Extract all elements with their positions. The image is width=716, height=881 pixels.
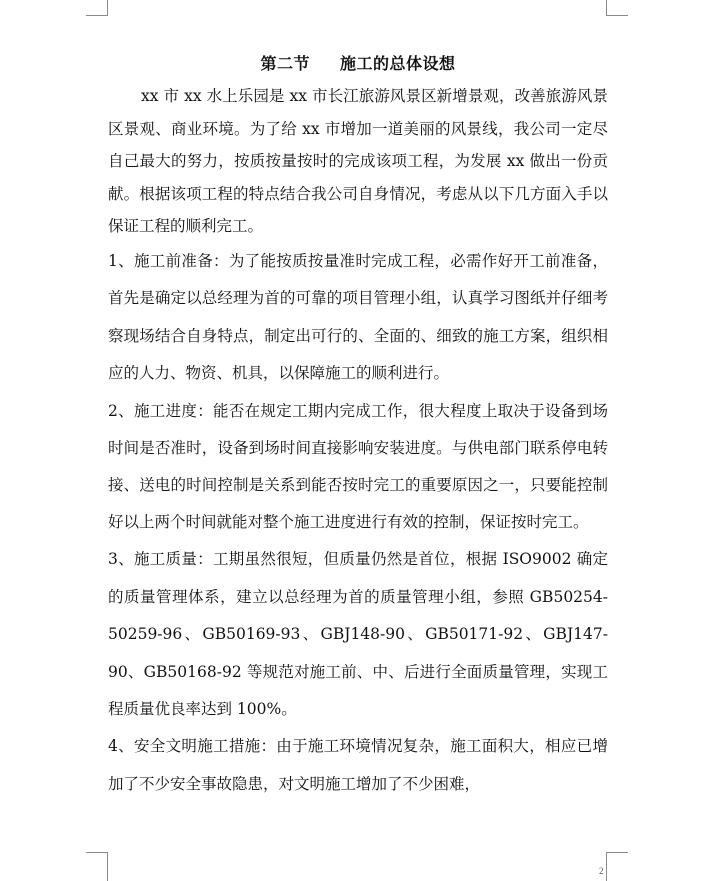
intro-paragraph: xx 市 xx 水上乐园是 xx 市长江旅游风景区新增景观，改善旅游风景区景观、商业环境。为了给 xx 市增加一道美丽的风景线，我公司一定尽自己最大的努力，按质按量按时的完成该项工程，为发展 xx 做出一份贡献。根据该项工程的特点结合我公司自身情况，考虑从以下几方面入手以保证工程的顺利完工。	[108, 87, 608, 235]
page-number: 2	[599, 866, 604, 876]
section-heading	[108, 48, 608, 80]
document-body	[108, 48, 608, 803]
section-label: 第二节	[260, 54, 310, 73]
item-preparation: 1、施工前准备：为了能按质按量准时完成工程，必需作好开工前准备，首先是确定以总经理为首的可靠的项目管理小组，认真学习图纸并仔细考察现场结合自身特点，制定出可行的、全面的、细致的施工方案，组织相应的人力、物资、机具，以保障施工的顺利进行。	[108, 251, 608, 382]
section-title: 施工的总体设想	[340, 54, 456, 73]
item-quality: 3、施工质量：工期虽然很短，但质量仍然是首位，根据 ISO9002 确定的质量管理体系，建立以总经理为首的质量管理小组，参照 GB50254-50259-96、GB50169-93、GBJ148-90、GB50171-92、GBJ147-90、GB50168-92 等规范对施工前、中、后进行全面质量管理，实现工程质量优良率达到 100%。	[108, 550, 608, 718]
item-schedule: 2、施工进度：能否在规定工期内完成工作，很大程度上取决于设备到场时间是否准时，设备到场时间直接影响安装进度。与供电部门联系停电转接、送电的时间控制是关系到能否按时完工的重要原因之一，只要能控制好以上两个时间就能对整个施工进度进行有效的控制，保证按时完工。	[108, 401, 608, 532]
item-safety: 4、安全文明施工措施：由于施工环境情况复杂，施工面积大，相应已增加了不少安全事故隐患，对文明施工增加了不少困难，	[108, 737, 608, 793]
